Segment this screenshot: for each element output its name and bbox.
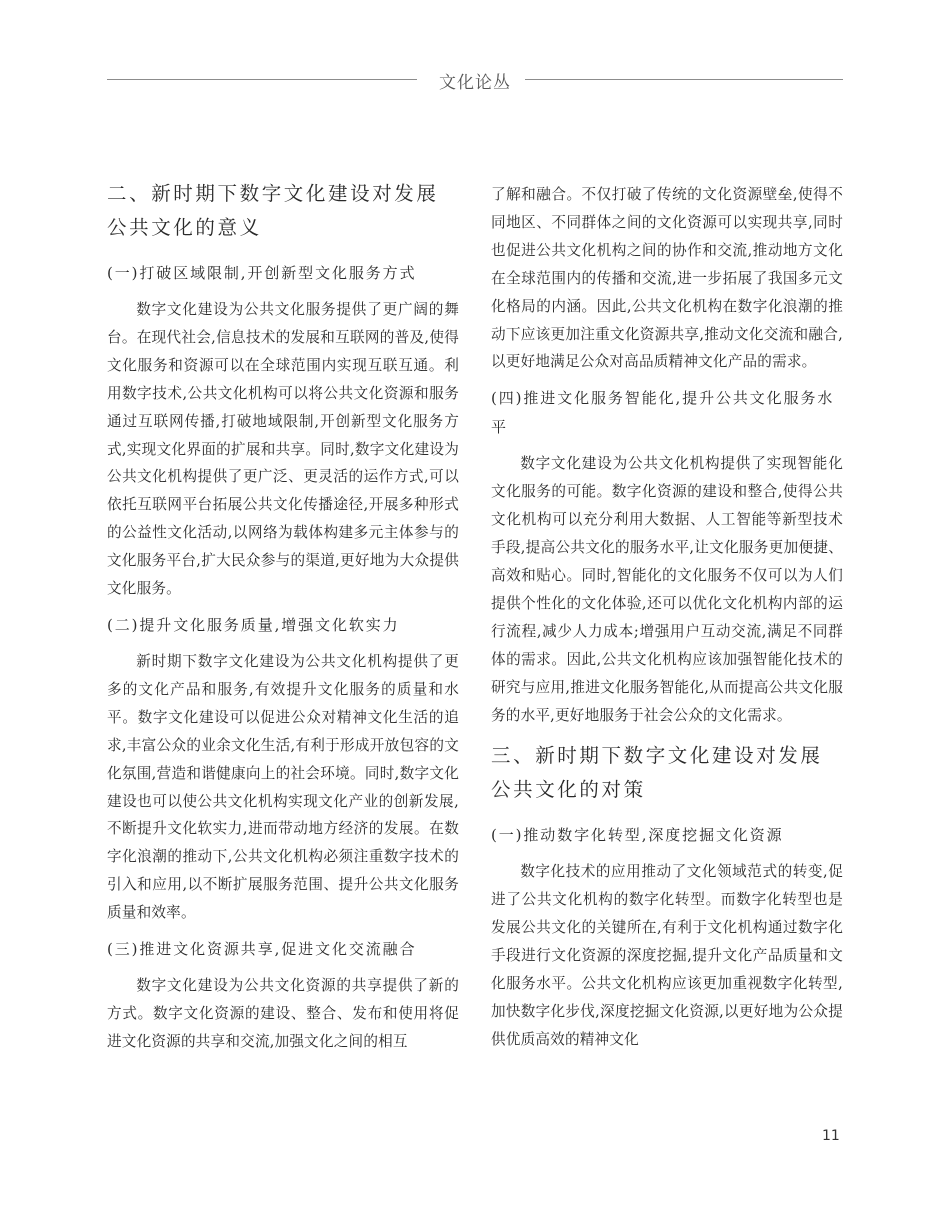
section-heading: 三、新时期下数字文化建设对发展公共文化的对策 [491,744,823,802]
left-column [107,177,459,1056]
right-column [491,181,843,1054]
subsection-heading: (二)提升文化服务质量,增强文化软实力 [107,615,400,634]
body-paragraph-continued: 了解和融合。不仅打破了传统的文化资源壁垒,使得不同地区、不同群体之间的文化资源可以实现共享,同时也促进公共文化机构之间的协作和交流,推动地方文化在全球范围内的传播和交流,进一步拓展了我国多元文化格局的内涵。因此,公共文化机构在数字化浪潮的推动下应该更加注重文化资源共享,推动文化交流和融合,以更好地满足公众对高品质精神文化产品的需求。 [491,186,843,371]
subsection-heading: (一)打破区域限制,开创新型文化服务方式 [107,264,417,282]
subsection-heading: (三)推进文化资源共享,促进文化交流融合 [107,940,417,959]
body-paragraph: 数字文化建设为公共文化机构提供了实现智能化文化服务的可能。数字化资源的建设和整合,使得公共文化机构可以充分利用大数据、人工智能等新型技术手段,提高公共文化的服务水平,让文化服务更加便捷、高效和贴心。同时,智能化的文化服务不仅可以为人们提供个性化的文化体验,还可以优化文化机构内部的运行流程,减少人力成本;增强用户互动交流,满足不同群体的需求。因此,公共文化机构应该加强智能化技术的研究与应用,推进文化服务智能化,从而提高公共文化服务的水平,更好地服务于社会公众的文化需求。 [491,455,843,724]
header-rule-right [525,79,843,80]
body-paragraph: 数字化技术的应用推动了文化领域范式的转变,促进了公共文化机构的数字化转型。而数字化转型也是发展公共文化的关键所在,有利于文化机构通过数字化手段进行文化资源的深度挖掘,提升文化产品质量和文化服务水平。公共文化机构应该更加重视数字化转型,加快数字化步伐,深度挖掘文化资源,以更好地为公众提供优质高效的精神文化 [491,863,843,1048]
running-header [107,68,843,96]
journal-title: 文化论丛 [439,73,511,93]
subsection-heading: (一)推动数字化转型,深度挖掘文化资源 [491,826,784,845]
subsection-heading: (四)推进文化服务智能化,提升公共文化服务水平 [491,389,835,437]
page-number: 11 [822,1128,840,1144]
body-paragraph: 数字文化建设为公共文化服务提供了更广阔的舞台。在现代社会,信息技术的发展和互联网的普及,使得文化服务和资源可以在全球范围内实现互联互通。利用数字技术,公共文化机构可以将公共文化资源和服务通过互联网传播,打破地域限制,开创新型文化服务方式,实现文化界面的扩展和共享。同时,数字文化建设为公共文化机构提供了更广泛、更灵活的运作方式,可以依托互联网平台拓展公共文化传播途径,开展多种形式的公益性文化活动,以网络为载体构建多元主体参与的文化服务平台,扩大民众参与的渠道,更好地为大众提供文化服务。 [107,301,459,598]
body-paragraph: 数字文化建设为公共文化资源的共享提供了新的方式。数字文化资源的建设、整合、发布和使用将促进文化资源的共享和交流,加强文化之间的相互 [107,977,459,1050]
body-paragraph: 新时期下数字文化建设为公共文化机构提供了更多的文化产品和服务,有效提升文化服务的质量和水平。数字文化建设可以促进公众对精神文化生活的追求,丰富公众的业余文化生活,有利于形成开放包容的文化氛围,营造和谐健康向上的社会环境。同时,数字文化建设也可以使公共文化机构实现文化产业的创新发展,不断提升文化软实力,进而带动地方经济的发展。在数字化浪潮的推动下,公共文化机构必须注重数字技术的引入和应用,以不断扩展服务范围、提升公共文化服务质量和效率。 [107,652,459,922]
section-heading: 二、新时期下数字文化建设对发展公共文化的意义 [107,182,439,239]
